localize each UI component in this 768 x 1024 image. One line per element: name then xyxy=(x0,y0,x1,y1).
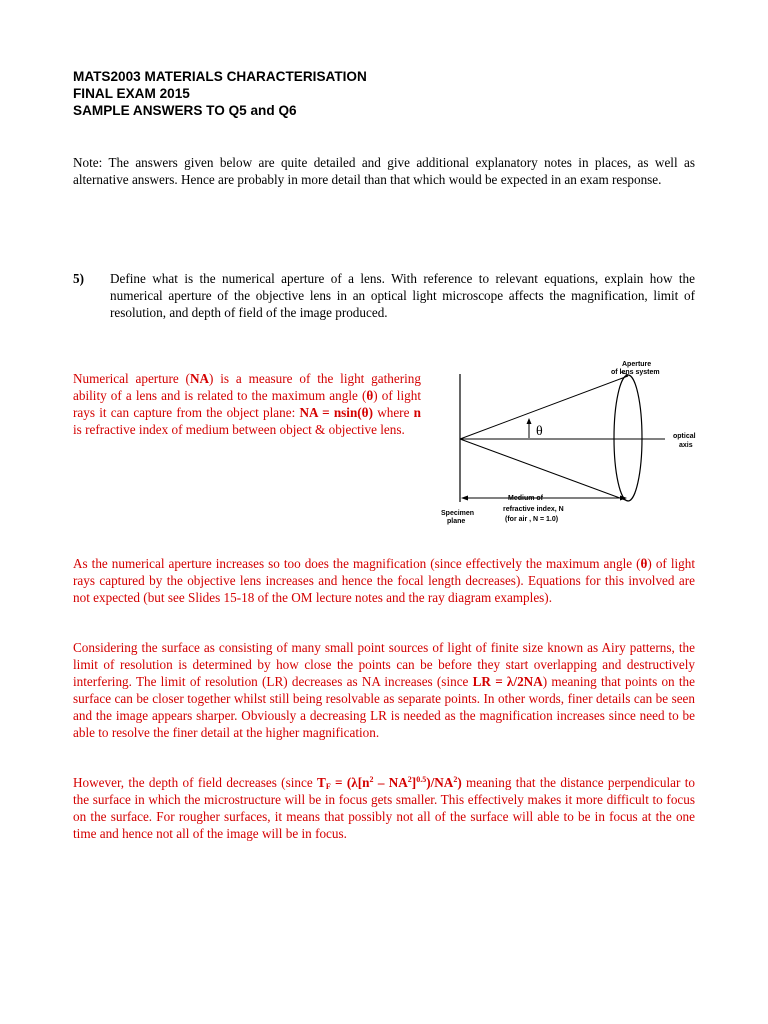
document-header xyxy=(73,68,367,119)
medium-label-2: refractive index, N xyxy=(503,506,564,513)
aperture-label-2: of lens system xyxy=(611,369,660,376)
depth-equation: $T_F = (\lambda[n^2 - NA^2]^{0.5})/NA^2$) xyxy=(317,775,462,791)
course-title: MATS2003 MATERIALS CHARACTERISATION xyxy=(73,69,367,84)
lower-ray-line xyxy=(460,439,628,501)
aperture-diagram-svg xyxy=(425,352,715,532)
optical-axis-label-1: optical xyxy=(673,433,696,440)
numerical-aperture-definition: Numerical aperture (NA) is a measure of the light gathering ability of a lens and is related to the maximum angle (θ) of light rays it can capture from the object plane: NA = nsin(θ) where n is refractive index of medium between object & objective lens. xyxy=(73,371,422,437)
question-number: 5) xyxy=(73,271,84,286)
na-equation: NA = nsin(θ) xyxy=(299,405,373,420)
medium-label-3: (for air , N = 1.0) xyxy=(505,516,559,523)
theta-label: θ xyxy=(536,424,543,439)
resolution-paragraph: Considering the surface as consisting of many small point sources of light of finite size known as Airy patterns, the limit of resolution is determined by how close the points can be before they start overlapping and destructively interfering. The limit of resolution (LR) decreases as NA increases (since LR = λ/2NA) meaning that points on the surface can be closer together whilst still being resolvable as separate points. In other words, finer details can be seen and the image appears sharper. Obviously a decreasing LR is needed as the magnification increases since need to be able to resolve the finer detail at the higher magnification. xyxy=(73,640,695,740)
optical-axis-label-2: axis xyxy=(679,442,693,449)
medium-label-1: Medium of xyxy=(508,495,543,502)
magnification-paragraph: As the numerical aperture increases so too does the magnification (since effectively the maximum angle (θ) of light rays captured by the objective lens increases and hence the focal length decreases). Equations for this involved are not expected (but see Slides 15-18 of the OM lecture notes and the ray diagram examples). xyxy=(73,556,695,605)
exam-title: FINAL EXAM 2015 xyxy=(73,86,190,101)
lens-shape xyxy=(614,375,642,501)
specimen-label-2: plane xyxy=(447,518,466,525)
depth-of-field-paragraph: However, the depth of field decreases (since $T_F = (\lambda[n^2 - NA^2]^{0.5})/NA^2$) meaning that the distance perpendicular to the surface in which the microstructure will be in focus gets smaller. This effectively makes it more difficult to focus on the surface. For rougher surfaces, it means that possibly not all of the surface will able to be in focus at the one time and hence not all of the image will be in focus. xyxy=(73,775,695,841)
specimen-label-1: Specimen xyxy=(441,510,475,517)
upper-ray-line xyxy=(460,376,628,439)
note-paragraph: Note: The answers given below are quite detailed and give additional explanatory notes in places, as well as alternative answers. Hence are probably in more detail than that which would be expected in an exam response. xyxy=(73,155,695,187)
question-text: Define what is the numerical aperture of a lens. With reference to relevant equations, explain how the numerical aperture of the objective lens in an optical light microscope affects the magnification, limit of resolution, and depth of field of the image produced. xyxy=(110,271,695,320)
answers-title: SAMPLE ANSWERS TO Q5 and Q6 xyxy=(73,103,297,118)
theta-arrow-head xyxy=(527,418,532,424)
aperture-diagram xyxy=(425,352,715,532)
lr-equation: LR = λ/2NA xyxy=(472,674,543,689)
medium-arrow-left xyxy=(461,496,468,501)
aperture-label-1: Aperture xyxy=(622,361,652,368)
